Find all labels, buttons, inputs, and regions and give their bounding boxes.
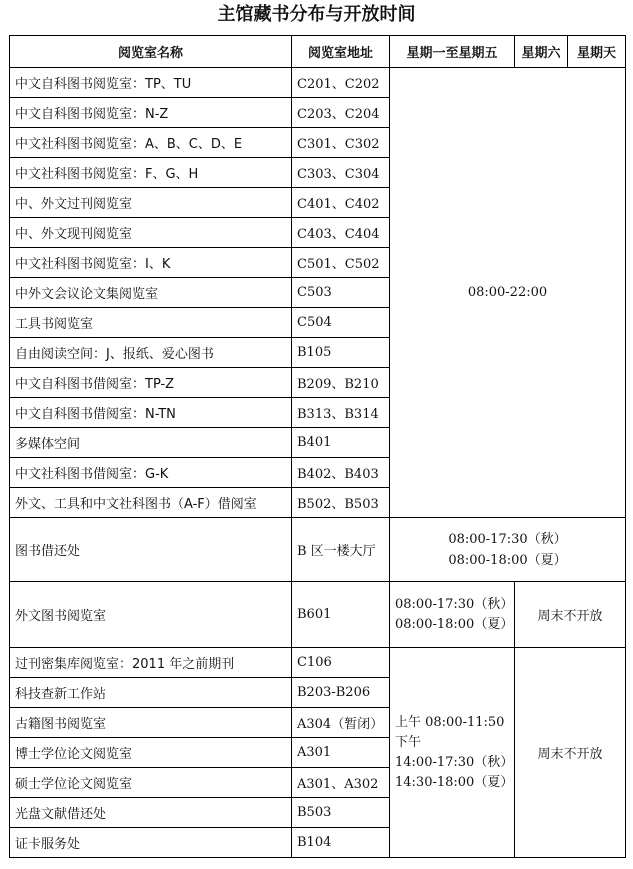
room-name: 外文图书阅览室	[10, 582, 292, 648]
foreign-weekend: 周末不开放	[515, 582, 626, 648]
room-name: 科技查新工作站	[10, 678, 292, 708]
room-name: 中、外文过刊阅览室	[10, 188, 292, 218]
group1-hours: 08:00-22:00	[390, 68, 626, 518]
room-address: A301、A302	[292, 768, 390, 798]
room-address: C504	[292, 308, 390, 338]
room-address: B601	[292, 582, 390, 648]
room-name: 博士学位论文阅览室	[10, 738, 292, 768]
room-name: 多媒体空间	[10, 428, 292, 458]
room-address: B313、B314	[292, 398, 390, 428]
room-name: 自由阅读空间：J、报纸、爱心图书	[10, 338, 292, 368]
room-address: B503	[292, 798, 390, 828]
room-address: C401、C402	[292, 188, 390, 218]
room-address: C106	[292, 648, 390, 678]
table-row	[10, 518, 626, 582]
foreign-weekday-hours: 08:00-17:30（秋） 08:00-18:00（夏）	[390, 582, 515, 648]
room-address: A301	[292, 738, 390, 768]
room-address: B203-B206	[292, 678, 390, 708]
room-address: B104	[292, 828, 390, 858]
table-row	[10, 68, 626, 98]
room-address: B402、B403	[292, 458, 390, 488]
room-name: 中文社科图书借阅室：G-K	[10, 458, 292, 488]
room-address: A304（暂闭）	[292, 708, 390, 738]
group3-weekday-hours: 上午 08:00-11:50 下午 14:00-17:30（秋） 14:30-18:00（夏）	[390, 648, 515, 858]
room-name: 中文社科图书阅览室：A、B、C、D、E	[10, 128, 292, 158]
room-address: C201、C202	[292, 68, 390, 98]
header-row	[10, 36, 626, 68]
room-name: 中文自科图书阅览室：TP、TU	[10, 68, 292, 98]
room-name: 中外文会议论文集阅览室	[10, 278, 292, 308]
table-row	[10, 582, 626, 648]
room-name: 中文自科图书借阅室：TP-Z	[10, 368, 292, 398]
room-address: C203、C204	[292, 98, 390, 128]
circulation-hours: 08:00-17:30（秋） 08:00-18:00（夏）	[390, 518, 626, 582]
room-name: 中文社科图书阅览室：I、K	[10, 248, 292, 278]
hours-table	[9, 35, 626, 858]
room-name: 中文自科图书借阅室：N-TN	[10, 398, 292, 428]
room-address: C403、C404	[292, 218, 390, 248]
room-name: 证卡服务处	[10, 828, 292, 858]
room-name: 硕士学位论文阅览室	[10, 768, 292, 798]
header-name: 阅览室名称	[10, 36, 292, 68]
room-address: C303、C304	[292, 158, 390, 188]
header-weekdays: 星期一至星期五	[390, 36, 515, 68]
room-address: B209、B210	[292, 368, 390, 398]
room-name: 中、外文现刊阅览室	[10, 218, 292, 248]
group3-weekend: 周末不开放	[515, 648, 626, 858]
header-saturday: 星期六	[515, 36, 568, 68]
room-address: B401	[292, 428, 390, 458]
room-name: 过刊密集库阅览室：2011 年之前期刊	[10, 648, 292, 678]
header-address: 阅览室地址	[292, 36, 390, 68]
room-address: C503	[292, 278, 390, 308]
header-sunday: 星期天	[568, 36, 626, 68]
page-title: 主馆藏书分布与开放时间	[217, 4, 416, 25]
room-name: 中文自科图书阅览室：N-Z	[10, 98, 292, 128]
room-address: B502、B503	[292, 488, 390, 518]
room-address: B 区一楼大厅	[292, 518, 390, 582]
room-name: 古籍图书阅览室	[10, 708, 292, 738]
room-address: C301、C302	[292, 128, 390, 158]
room-address: C501、C502	[292, 248, 390, 278]
table-row	[10, 648, 626, 678]
room-address: B105	[292, 338, 390, 368]
room-name: 图书借还处	[10, 518, 292, 582]
room-name: 外文、工具和中文社科图书（A-F）借阅室	[10, 488, 292, 518]
room-name: 工具书阅览室	[10, 308, 292, 338]
room-name: 光盘文献借还处	[10, 798, 292, 828]
room-name: 中文社科图书阅览室：F、G、H	[10, 158, 292, 188]
